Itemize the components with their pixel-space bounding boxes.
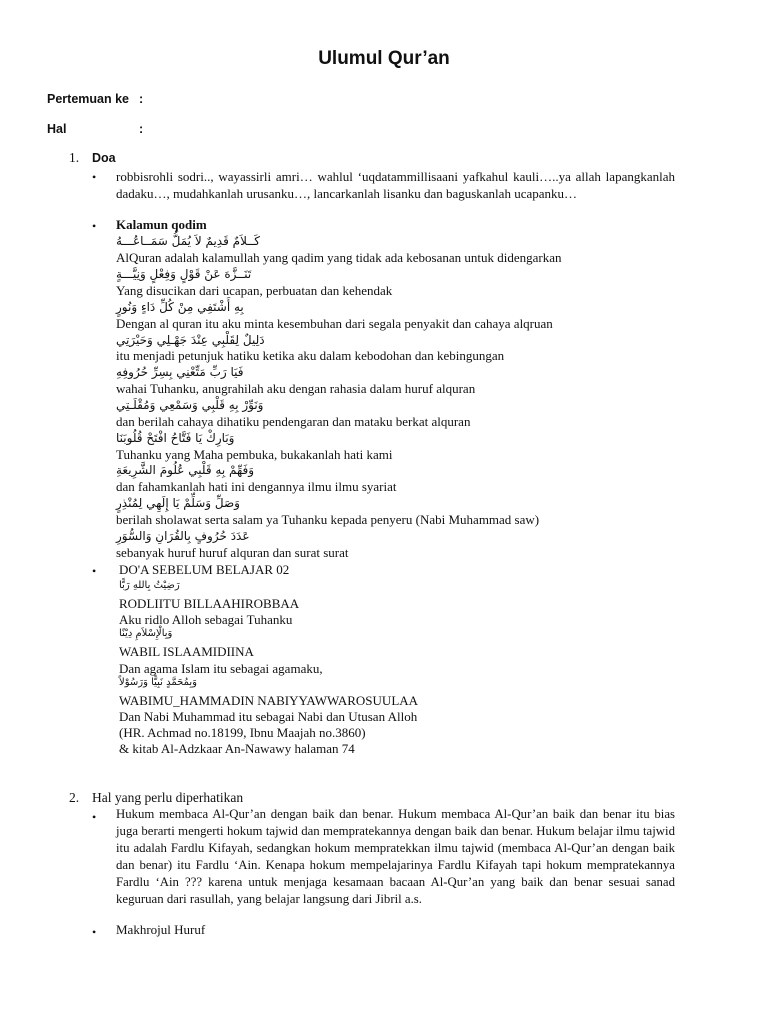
kalamun-meaning-8: dan fahamkanlah hati ini dengannya ilmu ilmu syariat [116,479,397,494]
section-1-heading: Doa [92,151,116,165]
topic-row [47,122,144,136]
kalamun-meaning-3: Dengan al quran itu aku minta kesembuhan dari segala penyakit dan cahaya alqruan [116,316,553,331]
makhrojul-huruf: Makhrojul Huruf [116,922,206,937]
kalamun-meaning-5: wahai Tuhanku, anugrahilah aku dengan rahasia dalam huruf alquran [116,381,476,396]
doa-latin-2: WABIL ISLAAMIDIINA [119,644,254,659]
kalamun-meaning-1: AlQuran adalah kalamullah yang qadim yang tidak ada kebosanan untuk didengarkan [116,250,562,265]
doa-arabic-1: رَضِيْتُ بِاللهِ رَبًّا [119,580,180,591]
reference-hadith: (HR. Achmad no.18199, Ibnu Maajah no.3860) [119,725,366,740]
doa-arabic-2: وَبِالْإِسْلاَمِ دِيْنًا [119,628,173,639]
kalamun-arabic-1: كَــلاَمٌ قَدِيمٌ لاَ يُمَلُّ سَمَــاعُـــهُ [116,234,260,248]
kalamun-meaning-4: itu menjadi petunjuk hatiku ketika aku dalam kebodohan dan kebingungan [116,348,505,363]
kalamun-meaning-9: berilah sholawat serta salam ya Tuhanku kepada penyeru (Nabi Muhammad saw) [116,512,540,527]
opening-prayer-text: robbisrohli sodri.., wayassirli amri… wahlul ‘uqdatammillisaani yafkahul kauli…..ya allah lapangkanlah dadaku…, mudahkanlah urusanku…, lancarkanlah lisanku dan baguskanlah ucapanku… [116,169,675,201]
bullet-doa: • [92,564,97,578]
kalamun-arabic-6: وَنَوِّرْ بِهِ قَلْبِي وَسَمْعِي وَمُقْلَـتِي [116,398,264,412]
kalamun-meaning-7: Tuhanku yang Maha pembuka, bukakanlah hati kami [116,447,393,462]
meeting-colon: : [139,92,144,106]
section-2-heading: Hal yang perlu diperhatikan [92,790,244,805]
kalamun-meaning-10: sebanyak huruf huruf alquran dan surat surat [116,545,349,560]
document-title: Ulumul Qur’an [318,48,450,69]
bullet-opening-prayer: • [92,170,97,184]
section-1-number: 1. [69,150,80,165]
kalamun-arabic-10: عَدَدَ حُرُوفٍ بِالقُرَانِ وَالسُّوَرِ [116,529,250,543]
doa-heading: DO'A SEBELUM BELAJAR 02 [119,562,290,577]
hukum-paragraph: Hukum membaca Al-Qur’an dengan baik dan benar. Hukum membaca Al-Qur’an baik dan benar itu bias juga berarti mengerti hokum tajwid dan mempratekannya dengan baik dan benar. Hukum belajar ilmu tajwid itu adalah Fardlu Kifayah, sedangkan hokum mempratekkan ilmu tajwid (membaca Al-Qur’an dengan baik dan benar) itu Fardlu ‘Ain. Kenapa hokum mempelajarinya Fardlu Kifayah tapi hokum mempratekannya Fardlu ‘Ain ??? karena untuk menjaga kesamaan bacaan Al-Qur’an yang baik dan benar sesuai sanad keguruan dari rasullah, yang belajar langsung dari Jibril a.s. [116,807,675,906]
bullet-hukum: • [92,810,97,824]
topic-label: Hal [47,122,67,136]
kalamun-arabic-5: فَيَا رَبِّ مَتِّعْنِي بِسِرِّ حُرُوفِهِ [116,365,244,379]
kalamun-meaning-6: dan berilah cahaya dihatiku pendengaran dan mataku berkat alquran [116,414,471,429]
bullet-kalamun: • [92,219,97,233]
topic-colon: : [139,122,144,136]
doa-meaning-2: Dan agama Islam itu sebagai agamaku, [119,661,323,676]
kalamun-arabic-9: وَصَلِّ وَسَلِّمْ يَا إِلَهِي لِمُنْذِرٍ [116,496,240,510]
doa-arabic-3: وَبِمُحَمَّدٍ نَبِيًّا وَرَسُوْلاً [119,677,198,688]
kalamun-arabic-7: وَبَارِكْ يَا فَتَّاحُ افْتَحْ قُلُوبَنَا [116,431,235,445]
doa-latin-1: RODLIITU BILLAAHIROBBAA [119,596,300,611]
doa-latin-3: WABIMU_HAMMADIN NABIYYAWWAROSUULAA [119,693,419,708]
kalamun-arabic-2: تَنَــزَّهَ عَنْ قَوْلٍ وَفِعْلٍ وَنِيَّـــةٍ [116,267,252,281]
reference-kitab: & kitab Al-Adzkaar An-Nawawy halaman 74 [119,741,355,756]
kalamun-heading: Kalamun qodim [116,217,207,232]
section-2-number: 2. [69,790,80,805]
meeting-label: Pertemuan ke [47,92,129,106]
kalamun-arabic-8: وَفَهِّمْ بِهِ قَلْبِي عُلُومَ الشَّرِيعَةِ [116,463,255,477]
doa-meaning-3: Dan Nabi Muhammad itu sebagai Nabi dan Utusan Alloh [119,709,418,724]
kalamun-meaning-2: Yang disucikan dari ucapan, perbuatan dan kehendak [116,283,393,298]
doa-meaning-1: Aku ridlo Alloh sebagai Tuhanku [119,612,293,627]
meeting-row [47,92,144,106]
kalamun-arabic-3: بِهِ أَشْتَفِي مِنْ كُلِّ دَاءٍ وَنُورٍ [116,300,244,314]
kalamun-arabic-4: دَلِيلٌ لِقَلْبِي عِنْدَ جَهْـلِي وَحَيْرَتِي [116,333,265,347]
bullet-makhrojul: • [92,925,97,939]
